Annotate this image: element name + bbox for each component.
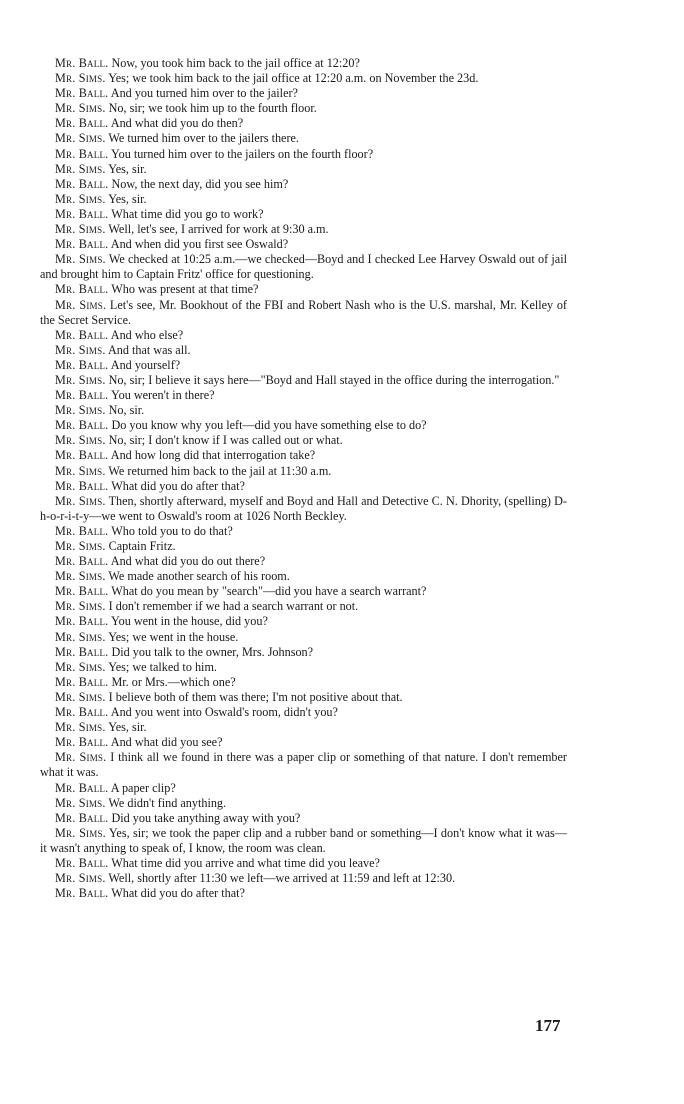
speaker-name: Mr. Sims. — [55, 689, 106, 704]
testimony-line — [40, 207, 567, 222]
testimony-line — [40, 162, 567, 177]
testimony-line — [40, 690, 567, 705]
testimony-text: What time did you go to work? — [111, 206, 264, 221]
testimony-text: No, sir; I believe it says here—"Boyd and Hall stayed in the office during the interrogation." — [108, 372, 560, 387]
testimony-line — [40, 660, 567, 675]
testimony-line — [40, 645, 567, 660]
testimony-text: What time did you arrive and what time did you leave? — [111, 855, 380, 870]
testimony-line — [40, 479, 567, 494]
testimony-text: And that was all. — [107, 342, 191, 357]
speaker-name: Mr. Ball. — [55, 886, 109, 901]
testimony-text: Yes; we took him back to the jail office at 12:20 a.m. on November the 23d. — [108, 71, 479, 86]
speaker-name: Mr. Sims. — [55, 71, 106, 86]
testimony-line — [40, 252, 567, 282]
testimony-text: A paper clip? — [110, 780, 176, 795]
speaker-name: Mr. Ball. — [55, 810, 109, 825]
testimony-text: Did you talk to the owner, Mrs. Johnson? — [111, 644, 314, 659]
testimony-text: Let's see, Mr. Bookhout of the FBI and Robert Nash who is the U.S. marshal, Mr. Kelley of the Secret Service. — [40, 297, 567, 327]
testimony-line — [40, 237, 567, 252]
testimony-text: Yes, sir. — [108, 720, 147, 735]
speaker-name: Mr. Sims. — [55, 569, 106, 584]
testimony-line — [40, 418, 567, 433]
testimony-text: What did you do after that? — [111, 886, 245, 901]
speaker-name: Mr. Ball. — [55, 644, 109, 659]
testimony-line — [40, 373, 567, 388]
testimony-line — [40, 675, 567, 690]
testimony-text: And you turned him over to the jailer? — [110, 86, 298, 101]
testimony-text: And how long did that interrogation take? — [110, 448, 316, 463]
speaker-name: Mr. Sims. — [55, 342, 106, 357]
testimony-text: You turned him over to the jailers on the fourth floor? — [111, 146, 374, 161]
speaker-name: Mr. Sims. — [55, 871, 106, 886]
speaker-name: Mr. Sims. — [55, 659, 106, 674]
testimony-line — [40, 856, 567, 871]
page-number: 177 — [535, 1016, 561, 1035]
speaker-name: Mr. Ball. — [55, 237, 109, 252]
speaker-name: Mr. Ball. — [55, 855, 109, 870]
testimony-line — [40, 735, 567, 750]
speaker-name: Mr. Sims. — [55, 191, 106, 206]
speaker-name: Mr. Sims. — [55, 297, 107, 312]
testimony-text: Who was present at that time? — [111, 282, 259, 297]
speaker-name: Mr. Ball. — [55, 206, 109, 221]
testimony-text: You went in the house, did you? — [111, 614, 268, 629]
testimony-text: We turned him over to the jailers there. — [108, 131, 299, 146]
testimony-line — [40, 554, 567, 569]
speaker-name: Mr. Sims. — [55, 161, 106, 176]
testimony-line — [40, 433, 567, 448]
testimony-line — [40, 56, 567, 71]
speaker-name: Mr. Ball. — [55, 554, 109, 569]
speaker-name: Mr. Ball. — [55, 418, 109, 433]
testimony-text: I think all we found in there was a paper clip or something of that nature. I don't remember what it was. — [40, 750, 567, 780]
testimony-line — [40, 448, 567, 463]
speaker-name: Mr. Sims. — [55, 599, 106, 614]
testimony-text: We made another search of his room. — [108, 569, 290, 584]
testimony-transcript — [40, 56, 567, 901]
testimony-line — [40, 539, 567, 554]
testimony-text: We checked at 10:25 a.m.—we checked—Boyd and I checked Lee Harvey Oswald out of jail and brought him to Captain Fritz' office for questioning. — [40, 252, 567, 282]
speaker-name: Mr. Sims. — [55, 629, 106, 644]
testimony-text: Mr. or Mrs.—which one? — [111, 674, 236, 689]
testimony-line — [40, 328, 567, 343]
testimony-text: Now, the next day, did you see him? — [111, 176, 289, 191]
testimony-text: No, sir; we took him up to the fourth floor. — [108, 101, 317, 116]
testimony-line — [40, 826, 567, 856]
testimony-line — [40, 705, 567, 720]
speaker-name: Mr. Sims. — [55, 101, 106, 116]
speaker-name: Mr. Sims. — [55, 222, 106, 237]
speaker-name: Mr. Sims. — [55, 433, 106, 448]
speaker-name: Mr. Sims. — [55, 252, 106, 267]
speaker-name: Mr. Ball. — [55, 735, 109, 750]
speaker-name: Mr. Ball. — [55, 614, 109, 629]
testimony-line — [40, 871, 567, 886]
testimony-text: Yes, sir; we took the paper clip and a rubber band or something—I don't know what it was—it wasn't anything to speak of, I know, the room was clean. — [40, 825, 567, 855]
testimony-text: Now, you took him back to the jail office at 12:20? — [111, 56, 360, 70]
speaker-name: Mr. Ball. — [55, 357, 109, 372]
speaker-name: Mr. Ball. — [55, 56, 109, 70]
testimony-line — [40, 86, 567, 101]
testimony-text: Do you know why you left—did you have something else to do? — [111, 418, 427, 433]
testimony-line — [40, 116, 567, 131]
speaker-name: Mr. Ball. — [55, 146, 109, 161]
speaker-name: Mr. Ball. — [55, 780, 109, 795]
speaker-name: Mr. Sims. — [55, 825, 106, 840]
testimony-text: What did you do after that? — [111, 478, 245, 493]
testimony-text: Yes; we talked to him. — [108, 659, 217, 674]
testimony-line — [40, 750, 567, 780]
speaker-name: Mr. Sims. — [55, 720, 106, 735]
testimony-text: And when did you first see Oswald? — [110, 237, 289, 252]
testimony-line — [40, 131, 567, 146]
speaker-name: Mr. Ball. — [55, 176, 109, 191]
testimony-text: And you went into Oswald's room, didn't you? — [110, 705, 338, 720]
testimony-line — [40, 584, 567, 599]
testimony-line — [40, 630, 567, 645]
testimony-text: We returned him back to the jail at 11:30 a.m. — [108, 463, 332, 478]
testimony-text: Did you take anything away with you? — [111, 810, 301, 825]
speaker-name: Mr. Ball. — [55, 388, 109, 403]
testimony-line — [40, 343, 567, 358]
testimony-text: Yes, sir. — [108, 191, 147, 206]
testimony-text: Then, shortly afterward, myself and Boyd and Hall and Detective C. N. Dhority, (spelling) D-h-o-r-i-t-y—we went to Oswald's room at 1026 North Beckley. — [40, 493, 567, 523]
testimony-line — [40, 614, 567, 629]
testimony-line — [40, 720, 567, 735]
testimony-line — [40, 811, 567, 826]
speaker-name: Mr. Ball. — [55, 478, 109, 493]
testimony-text: And what did you do then? — [110, 116, 244, 131]
testimony-line — [40, 886, 567, 901]
testimony-line — [40, 524, 567, 539]
testimony-line — [40, 599, 567, 614]
testimony-line — [40, 403, 567, 418]
testimony-text: Who told you to do that? — [111, 523, 233, 538]
speaker-name: Mr. Ball. — [55, 705, 109, 720]
speaker-name: Mr. Sims. — [55, 403, 106, 418]
testimony-line — [40, 569, 567, 584]
testimony-line — [40, 147, 567, 162]
speaker-name: Mr. Ball. — [55, 282, 109, 297]
testimony-text: And who else? — [110, 327, 184, 342]
testimony-line — [40, 222, 567, 237]
testimony-text: No, sir; I don't know if I was called out or what. — [108, 433, 343, 448]
speaker-name: Mr. Ball. — [55, 584, 109, 599]
testimony-line — [40, 464, 567, 479]
testimony-line — [40, 282, 567, 297]
testimony-text: And yourself? — [110, 357, 181, 372]
speaker-name: Mr. Sims. — [55, 463, 106, 478]
testimony-line — [40, 71, 567, 86]
speaker-name: Mr. Ball. — [55, 674, 109, 689]
testimony-line — [40, 388, 567, 403]
speaker-name: Mr. Ball. — [55, 116, 109, 131]
testimony-text: Well, shortly after 11:30 we left—we arrived at 11:59 and left at 12:30. — [108, 871, 456, 886]
speaker-name: Mr. Ball. — [55, 86, 109, 101]
testimony-text: Yes; we went in the house. — [108, 629, 239, 644]
testimony-line — [40, 796, 567, 811]
testimony-text: Yes, sir. — [108, 161, 147, 176]
transcript-page — [40, 56, 567, 901]
speaker-name: Mr. Ball. — [55, 448, 109, 463]
speaker-name: Mr. Sims. — [55, 493, 106, 508]
speaker-name: Mr. Ball. — [55, 523, 109, 538]
testimony-text: No, sir. — [108, 403, 145, 418]
testimony-line — [40, 358, 567, 373]
speaker-name: Mr. Sims. — [55, 372, 106, 387]
testimony-line — [40, 298, 567, 328]
speaker-name: Mr. Sims. — [55, 131, 106, 146]
testimony-text: And what did you do out there? — [110, 554, 266, 569]
testimony-text: Well, let's see, I arrived for work at 9:30 a.m. — [108, 222, 329, 237]
speaker-name: Mr. Sims. — [55, 795, 106, 810]
testimony-text: And what did you see? — [110, 735, 223, 750]
testimony-text: You weren't in there? — [111, 388, 215, 403]
testimony-text: I don't remember if we had a search warrant or not. — [108, 599, 359, 614]
testimony-line — [40, 177, 567, 192]
testimony-line — [40, 494, 567, 524]
speaker-name: Mr. Sims. — [55, 750, 107, 765]
testimony-line — [40, 192, 567, 207]
testimony-line — [40, 781, 567, 796]
speaker-name: Mr. Sims. — [55, 539, 106, 553]
testimony-text: I believe both of them was there; I'm not positive about that. — [108, 689, 403, 704]
testimony-line — [40, 101, 567, 116]
testimony-text: Captain Fritz. — [108, 539, 176, 553]
speaker-name: Mr. Ball. — [55, 327, 109, 342]
testimony-text: We didn't find anything. — [108, 795, 227, 810]
testimony-text: What do you mean by "search"—did you have a search warrant? — [111, 584, 427, 599]
